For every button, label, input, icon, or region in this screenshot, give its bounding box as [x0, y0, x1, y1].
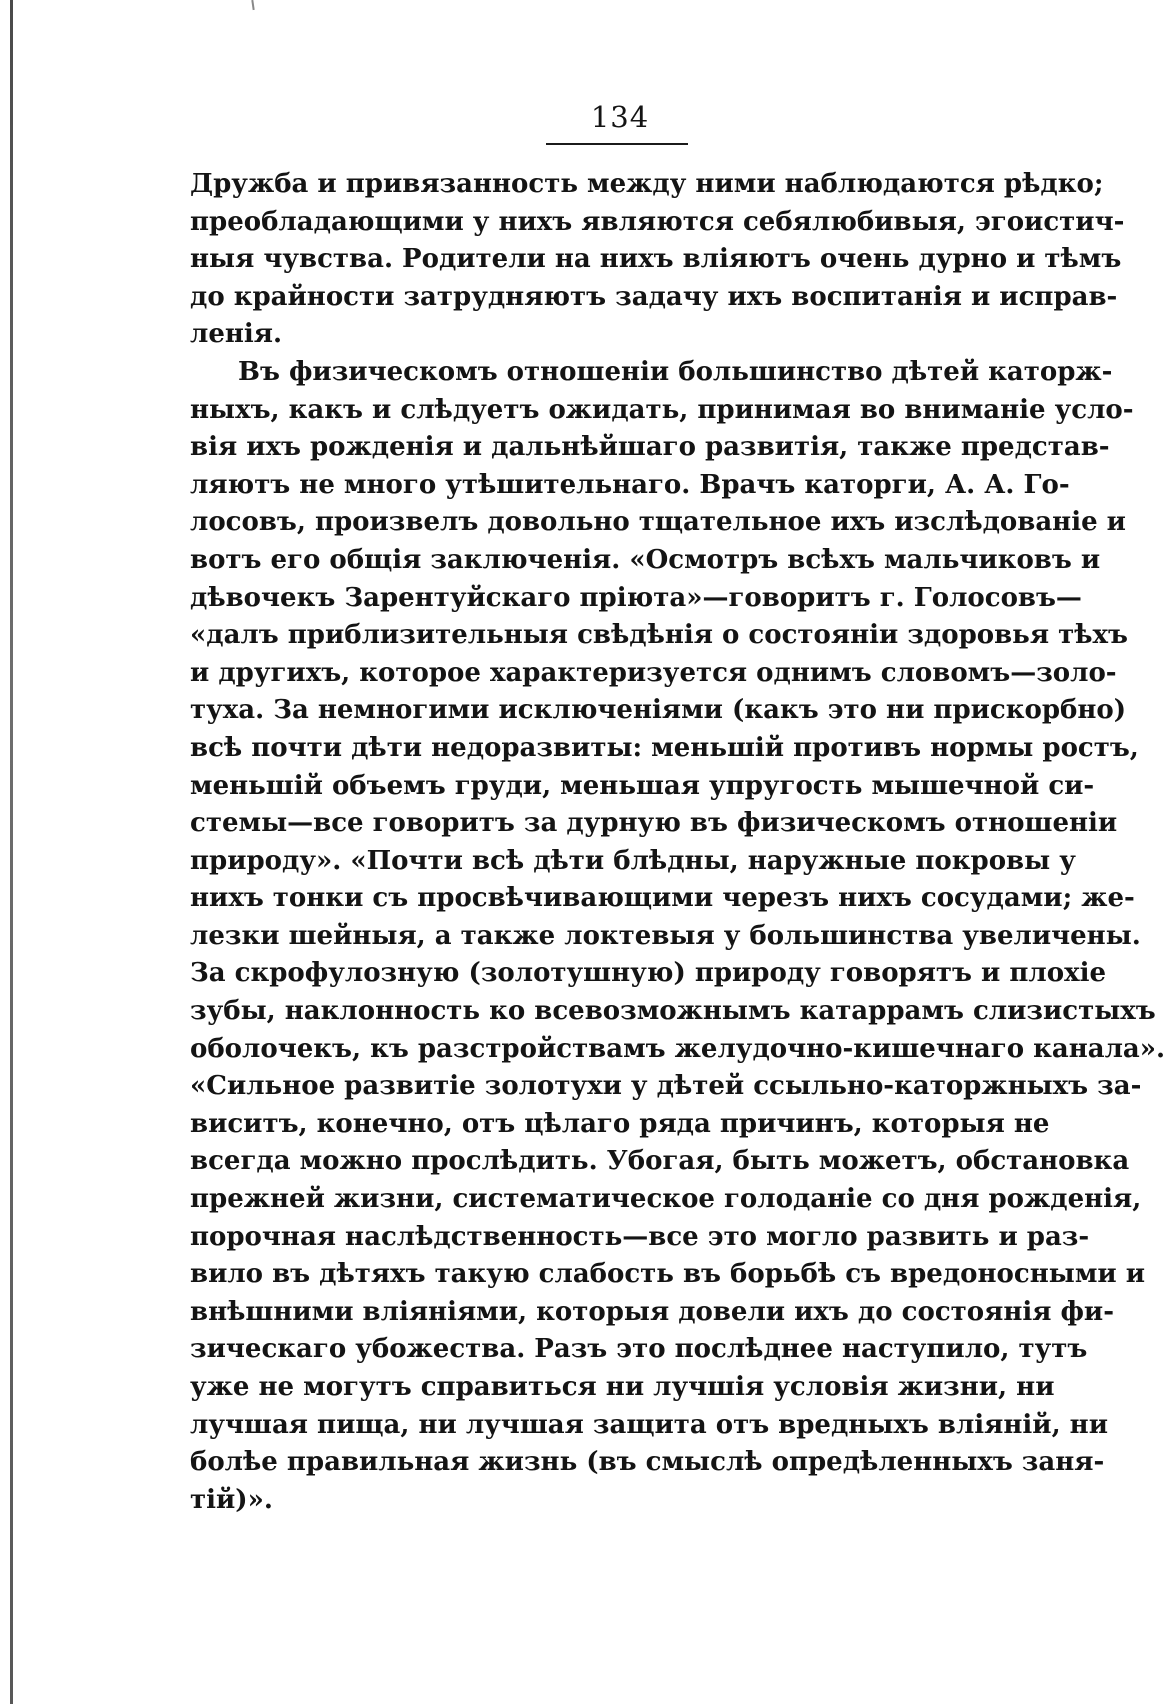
text-line: зубы, наклонность ко всевозможнымъ катаррамъ слизистыхъ [190, 996, 1156, 1027]
text-line: меньшій объемъ груди, меньшая упругость мышечной си- [190, 770, 1095, 801]
text-line: лосовъ, произвелъ довольно тщательное ихъ изслѣдованіе и [190, 507, 1126, 538]
text-line: стемы—все говоритъ за дурную въ физическомъ отношеніи [190, 808, 1118, 839]
text-line: ляютъ не много утѣшительнаго. Врачъ каторги, А. А. Го- [190, 469, 1070, 500]
text-line: нихъ тонки съ просвѣчивающими черезъ нихъ сосудами; же- [190, 883, 1135, 914]
text-line: преобладающими у нихъ являются себялюбивыя, эгоистич- [190, 206, 1125, 237]
text-line: «Сильное развитіе золотухи у дѣтей ссыльно-каторжныхъ за- [190, 1071, 1142, 1102]
text-line: Дружба и привязанность между ними наблюдаются рѣдко; [190, 169, 1104, 199]
text-line: ныя чувства. Родители на нихъ вліяютъ очень дурно и тѣмъ [190, 244, 1122, 275]
text-line: дѣвочекъ Зарентуйскаго пріюта»—говоритъ г. Голосовъ— [190, 582, 1082, 613]
text-line: лучшая пища, ни лучшая защита отъ вредныхъ вліяній, ни [190, 1409, 1108, 1440]
text-line: Въ физическомъ отношеніи большинство дѣтей каторж- [238, 356, 1113, 387]
text-line: уже не могутъ справиться ни лучшія условія жизни, ни [190, 1372, 1055, 1402]
text-line: до крайности затрудняютъ задачу ихъ воспитанія и исправ- [190, 281, 1118, 312]
text-line: туха. За немногими исключеніями (какъ это ни прискорбно) [190, 695, 1127, 726]
text-line: и другихъ, которое характеризуется однимъ словомъ—золо- [190, 657, 1117, 688]
text-line: ныхъ, какъ и слѣдуетъ ожидать, принимая во вниманіе усло- [190, 394, 1134, 425]
text-line: природу». «Почти всѣ дѣти блѣдны, наружные покровы у [190, 845, 1076, 876]
page-number: 134 [590, 100, 650, 134]
text-line: всѣ почти дѣти недоразвиты: меньшій противъ нормы ростъ, [190, 732, 1139, 763]
text-line: тій)». [190, 1484, 273, 1515]
text-line: виситъ, конечно, отъ цѣлаго ряда причинъ, которыя не [190, 1108, 1050, 1139]
text-line: порочная наслѣдственность—все это могло развить и раз- [190, 1221, 1090, 1252]
text-line: болѣе правильная жизнь (въ смыслѣ опредѣленныхъ заня- [190, 1447, 1105, 1478]
body-text [190, 166, 1165, 1519]
text-line: внѣшними вліяніями, которыя довели ихъ до состоянія фи- [190, 1296, 1115, 1327]
text-line: вія ихъ рожденія и дальнѣйшаго развитія, также представ- [190, 432, 1110, 463]
text-line: вило въ дѣтяхъ такую слабость въ борьбѣ съ вредоносными и [190, 1259, 1146, 1290]
text-line: За скрофулозную (золотушную) природу говорятъ и плохіе [190, 958, 1106, 989]
text-line: зическаго убожества. Разъ это послѣднее наступило, тутъ [190, 1334, 1088, 1365]
text-line: ленія. [190, 319, 283, 350]
page-number-rule [546, 143, 688, 145]
text-line: лезки шейныя, а также локтевыя у большинства увеличены. [190, 920, 1141, 951]
scan-binding-edge [10, 0, 13, 1704]
text-line: вотъ его общія заключенія. «Осмотръ всѣхъ мальчиковъ и [190, 544, 1101, 575]
scan-mark [251, 0, 254, 10]
text-line: оболочекъ, къ разстройствамъ желудочно-кишечнаго канала». [190, 1033, 1165, 1064]
text-line: всегда можно прослѣдить. Убогая, быть можетъ, обстановка [190, 1146, 1130, 1177]
text-line: прежней жизни, систематическое голоданіе со дня рожденія, [190, 1184, 1142, 1215]
text-line: «далъ приблизительныя свѣдѣнія о состояніи здоровья тѣхъ [190, 620, 1128, 651]
